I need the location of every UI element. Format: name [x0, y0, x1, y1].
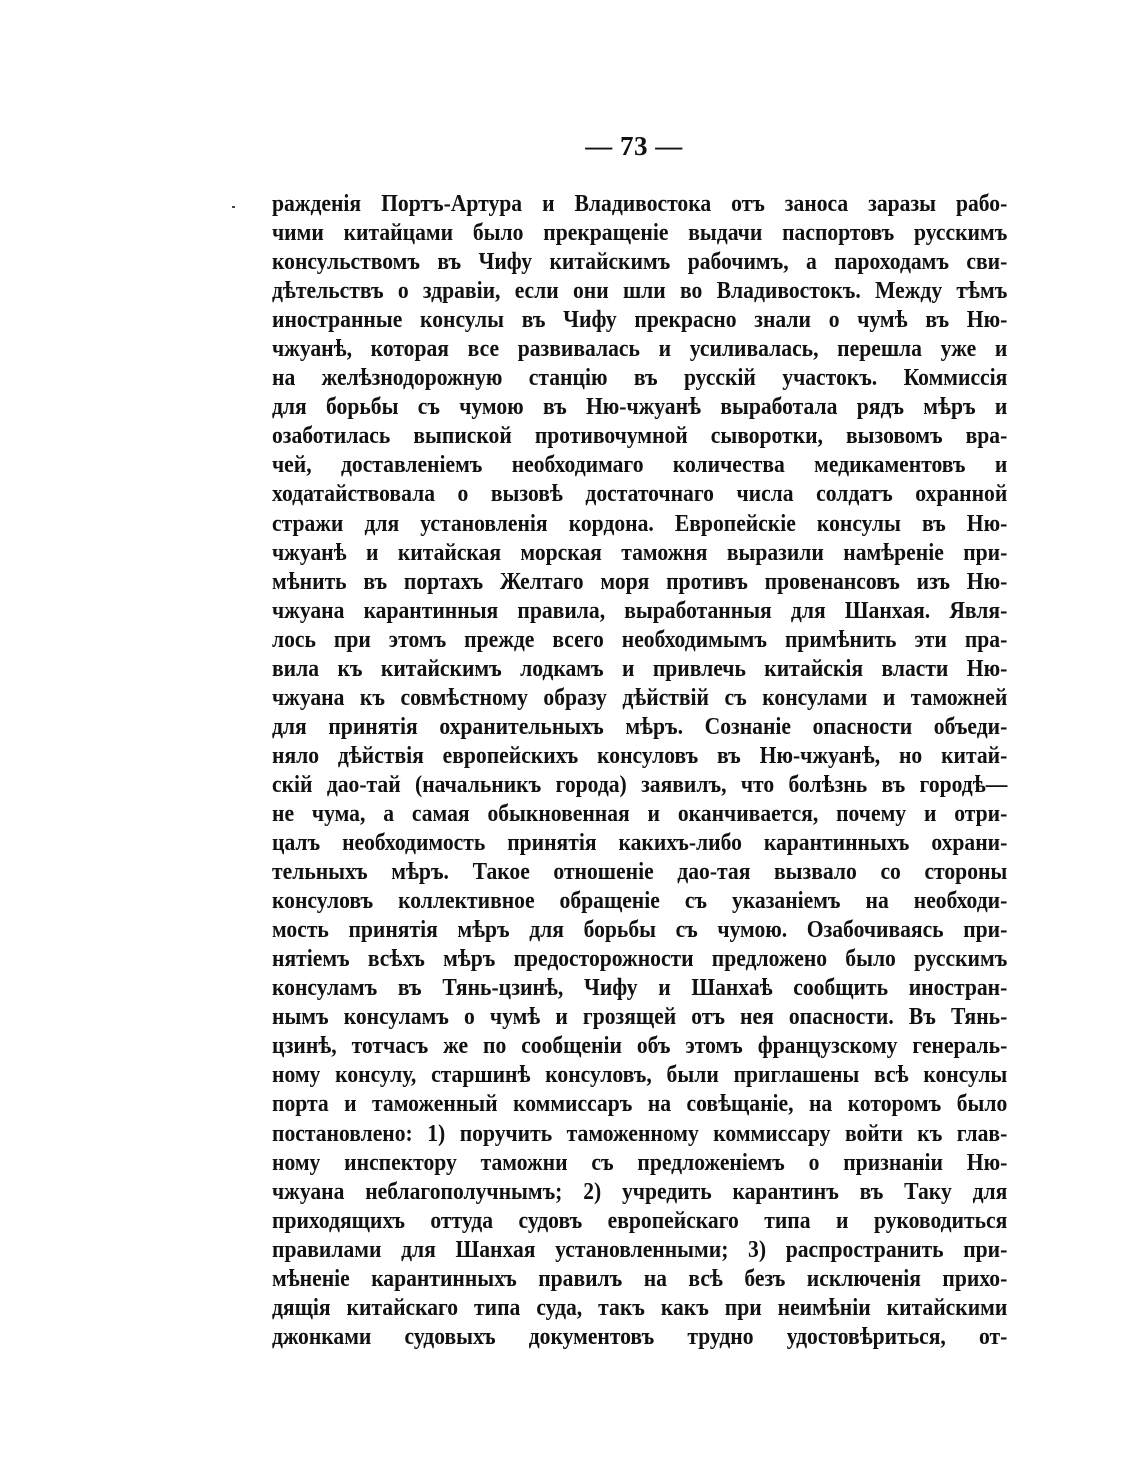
text-line: для борьбы съ чумою въ Ню-чжуанѣ выработала рядъ мѣръ и — [272, 394, 1008, 421]
text-line: правилами для Шанхая установленными; 3) распространить при- — [272, 1236, 1008, 1263]
text-line: ражденія Портъ-Артура и Владивостока отъ заноса заразы рабо- — [272, 191, 1008, 217]
text-line: озаботилась выпиской противочумной сыворотки, вызовомъ вра- — [272, 423, 1008, 450]
text-line: чжуанѣ, которая все развивалась и усиливалась, перешла уже и — [272, 336, 1008, 363]
text-line: мѣненіе карантинныхъ правилъ на всѣ безъ исключенія прихо- — [272, 1265, 1008, 1292]
text-line: консуловъ коллективное обращеніе съ указаніемъ на необходи- — [272, 888, 1008, 915]
text-line: мость принятія мѣръ для борьбы съ чумою. Озабочиваясь при- — [272, 917, 1008, 944]
text-line: тельныхъ мѣръ. Такое отношеніе дао-тая вызвало со стороны — [272, 859, 1008, 886]
text-line: не чума, а самая обыкновенная и оканчивается, почему и отри- — [272, 800, 1008, 827]
text-line: дящія китайскаго типа суда, такъ какъ при неимѣніи китайскими — [272, 1294, 1008, 1321]
text-line: чжуана неблагополучнымъ; 2) учредить карантинъ въ Таку для — [272, 1178, 1008, 1205]
text-line: порта и таможенный коммиссаръ на совѣщаніе, на которомъ было — [272, 1091, 1008, 1118]
text-line: вила къ китайскимъ лодкамъ и привлечь китайскія власти Ню- — [272, 655, 1008, 682]
text-line: чей, доставленіемъ необходимаго количества медикаментовъ и — [272, 452, 1008, 479]
text-line: чжуанѣ и китайская морская таможня выразили намѣреніе при- — [272, 539, 1008, 566]
text-line: для принятія охранительныхъ мѣръ. Сознаніе опасности объеди- — [272, 713, 1008, 740]
text-line: постановлено: 1) поручить таможенному коммиссару войти къ глав- — [272, 1120, 1008, 1147]
text-line: чжуана къ совмѣстному образу дѣйствій съ консулами и таможней — [272, 684, 1008, 711]
text-line: чими китайцами было прекращеніе выдачи паспортовъ русскимъ — [272, 220, 1008, 247]
text-line: няло дѣйствія европейскихъ консуловъ въ Ню-чжуанѣ, но китай- — [272, 742, 1008, 769]
text-line: консуламъ въ Тянь-цзинѣ, Чифу и Шанхаѣ сообщить иностран- — [272, 975, 1008, 1002]
text-line: лось при этомъ прежде всего необходимымъ примѣнить эти пра- — [272, 626, 1008, 653]
text-line: на желѣзнодорожную станцію въ русскій участокъ. Коммиссія — [272, 365, 1008, 392]
text-line: консульствомъ въ Чифу китайскимъ рабочимъ, а пароходамъ сви- — [272, 249, 1008, 276]
text-line: чжуана карантинныя правила, выработанныя для Шанхая. Явля- — [272, 597, 1008, 624]
text-line: ному инспектору таможни съ предложеніемъ о признаніи Ню- — [272, 1149, 1008, 1176]
text-line: иностранные консулы въ Чифу прекрасно знали о чумѣ въ Ню- — [272, 307, 1008, 334]
text-line: мѣнить въ портахъ Желтаго моря противъ провенансовъ изъ Ню- — [272, 568, 1008, 595]
margin-mark — [232, 206, 235, 208]
text-line: джонками судовыхъ документовъ трудно удостовѣриться, от- — [272, 1323, 1008, 1350]
text-line: цзинѣ, тотчасъ же по сообщеніи объ этомъ французскому генераль- — [272, 1033, 1008, 1060]
text-line: дѣтельствъ о здравіи, если они шли во Владивостокъ. Между тѣмъ — [272, 278, 1008, 305]
text-line: скій дао-тай (начальникъ города) заявилъ, что болѣзнь въ городѣ— — [272, 771, 1008, 798]
body-text — [272, 190, 1008, 1352]
text-line: стражи для установленія кордона. Европейскіе консулы въ Ню- — [272, 510, 1008, 537]
text-line: приходящихъ оттуда судовъ европейскаго типа и руководиться — [272, 1207, 1008, 1234]
text-line: нятіемъ всѣхъ мѣръ предосторожности предложено было русскимъ — [272, 946, 1008, 973]
page-number: — 73 — — [585, 131, 683, 161]
text-line: ному консулу, старшинѣ консуловъ, были приглашены всѣ консулы — [272, 1062, 1008, 1089]
text-line: цалъ необходимость принятія какихъ-либо карантинныхъ охрани- — [272, 830, 1008, 857]
text-line: нымъ консуламъ о чумѣ и грозящей отъ нея опасности. Въ Тянь- — [272, 1004, 1008, 1031]
text-line: ходатайствовала о вызовѣ достаточнаго числа солдатъ охранной — [272, 481, 1008, 508]
